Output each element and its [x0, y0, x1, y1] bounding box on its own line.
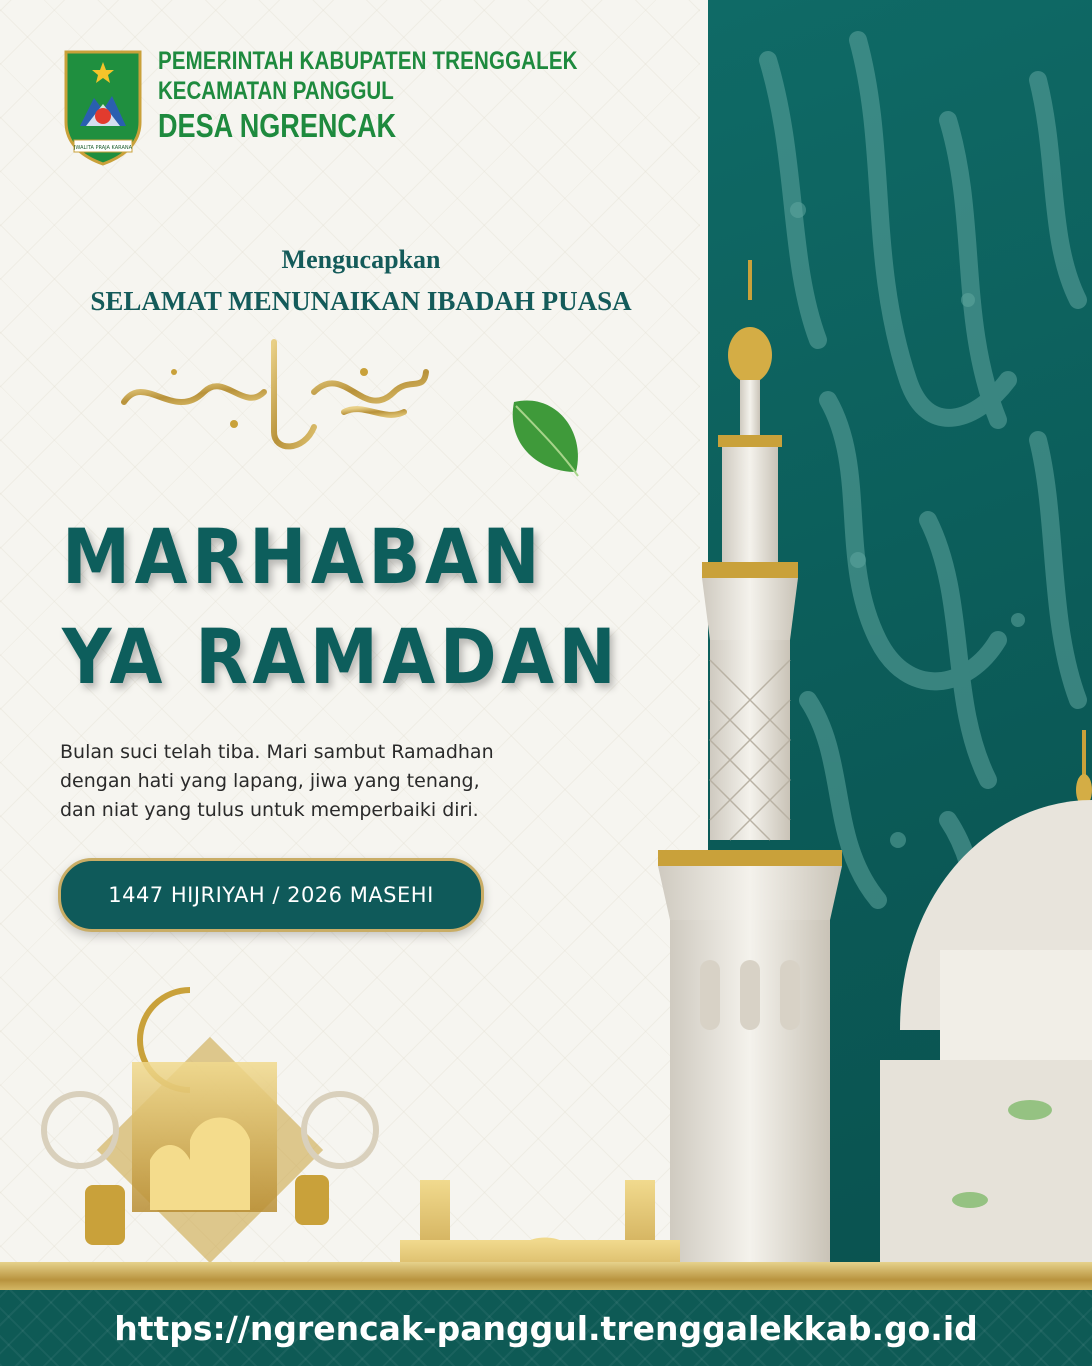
- date-badge: [58, 858, 484, 932]
- footer-gold-band: [0, 1262, 1092, 1292]
- header: [60, 46, 670, 166]
- greeting-line1: Mengucapkan: [281, 245, 441, 274]
- organization-name: [158, 46, 578, 146]
- gold-mosque-decoration: [40, 980, 680, 1310]
- mosque-dome: [880, 730, 1092, 1290]
- description-line3: dan niat yang tulus untuk memperbaiki diri.: [60, 799, 479, 821]
- date-badge-text: 1447 HIJRIYAH / 2026 MASEHI: [108, 883, 434, 907]
- title-line1: MARHABAN: [62, 512, 545, 601]
- greeting-line2: SELAMAT MENUNAIKAN IBADAH PUASA: [90, 286, 632, 316]
- regency-logo: [60, 46, 146, 166]
- footer-url[interactable]: https://ngrencak-panggul.trenggalekkab.go.id: [114, 1308, 978, 1348]
- org-line2: KECAMATAN PANGGUL: [158, 77, 394, 105]
- arabic-calligraphy: [114, 332, 434, 456]
- description: [60, 738, 620, 825]
- org-line1: PEMERINTAH KABUPATEN TRENGGALEK: [158, 47, 578, 75]
- org-line3: DESA NGRENCAK: [158, 107, 397, 144]
- description-line1: Bulan suci telah tiba. Mari sambut Ramadhan: [60, 741, 494, 763]
- title-line2: YA RAMADAN: [62, 612, 621, 701]
- leaf-icon: [506, 392, 586, 480]
- description-line2: dengan hati yang lapang, jiwa yang tenang,: [60, 770, 480, 792]
- footer: [0, 1290, 1092, 1366]
- svg-text:JWALITA PRAJA KARANA: JWALITA PRAJA KARANA: [73, 145, 133, 151]
